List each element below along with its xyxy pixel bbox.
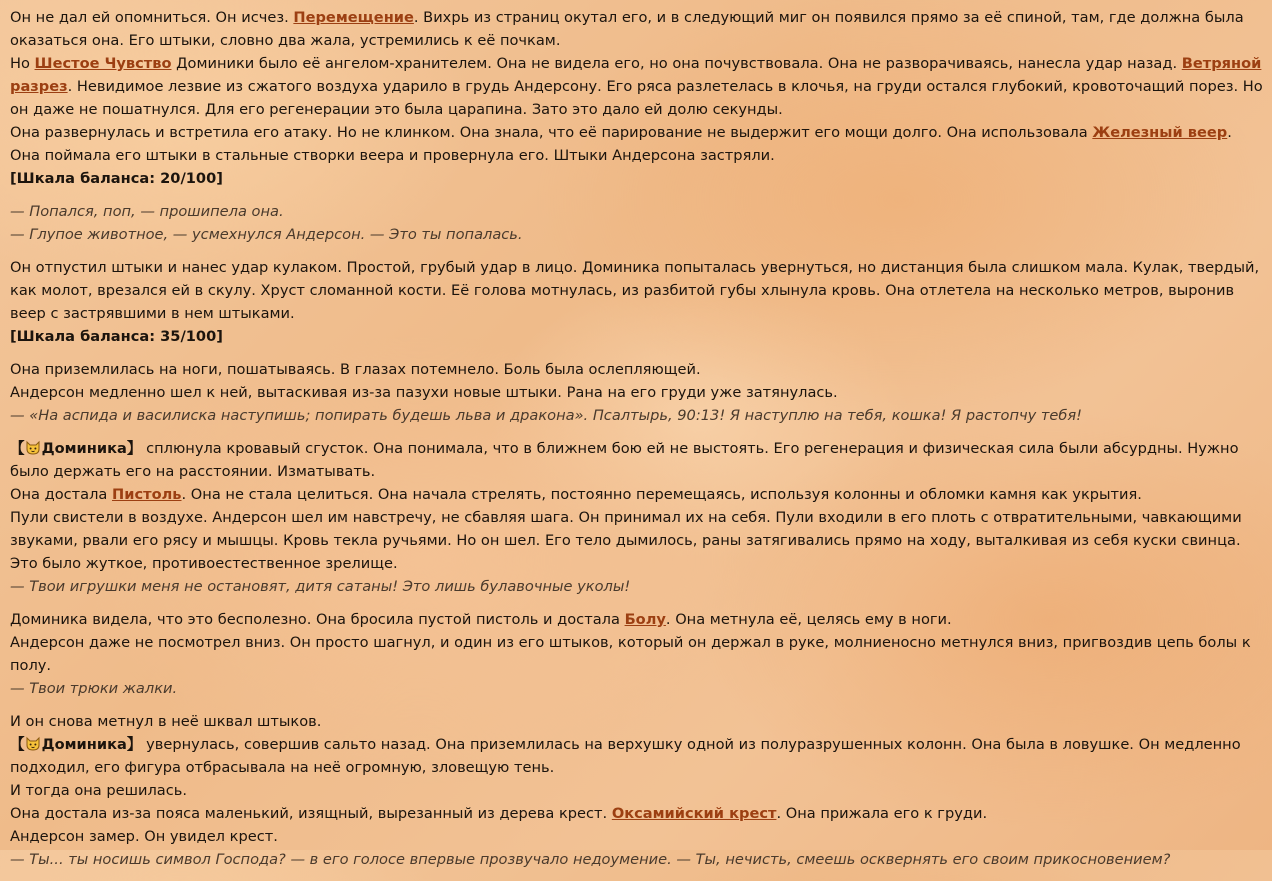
text-line: Андерсон замер. Он увидел крест.: [10, 828, 278, 845]
skill-link-wind-cut[interactable]: Ветряной разрез: [10, 55, 1262, 95]
skill-link-iron-fan[interactable]: Железный веер: [1092, 124, 1228, 141]
text-line: [10, 733, 1265, 779]
text: . Она прижала его к груди.: [776, 805, 988, 822]
text-line: Пули свистели в воздухе. Андерсон шел им навстречу, не сбавляя шага. Он принимал их на себя. Пули входили в его плоть с отвратительными, чавкающими звуками, рвали его рясу и мышцы. Кровь текла ручьями. Но он шел. Его тело дымилось, раны затягивались прямо на ходу, выталкивая из себя куски свинца. Это было жуткое, противоестественное зрелище.: [10, 509, 1242, 572]
cat-face-icon: [25, 735, 41, 751]
dialogue-line: — «На аспида и василиска наступишь; попирать будешь льва и дракона». Псалтырь, 90:13! Я наступлю на тебя, кошка! Я растопчу тебя!: [10, 407, 1083, 424]
paragraph-5: [10, 437, 1265, 598]
item-link-bola[interactable]: Болу: [624, 611, 666, 628]
skill-link-teleport[interactable]: Перемещение: [293, 9, 414, 26]
text-line: [10, 608, 1265, 631]
bracket: 】: [126, 736, 142, 753]
bracket: 】: [126, 440, 142, 457]
text: сплюнула кровавый сгусток. Она понимала, что в ближнем бою ей не выстоять. Его регенерация и физическая сила были абсурдны. Нужно было держать его на расстоянии. Изматывать.: [10, 440, 1239, 480]
text: Она достала из-за пояса маленький, изящный, вырезанный из дерева крест.: [10, 805, 612, 822]
text: . Она поймала его штыки в стальные створки веера и провернула его. Штыки Андерсона застряли.: [10, 124, 1232, 164]
text: . Она метнула её, целясь ему в ноги.: [665, 611, 952, 628]
paragraph-7: [10, 710, 1265, 871]
character-name: Доминика: [41, 440, 127, 457]
paragraph-6: [10, 608, 1265, 700]
balance-scale: [Шкала баланса: 20/100]: [10, 170, 223, 187]
text-line: Он отпустил штыки и нанес удар кулаком. Простой, грубый удар в лицо. Доминика попыталась увернуться, но дистанция была слишком мала. Кулак, твердый, как молот, врезался ей в скулу. Хруст сломанной кости. Её голова мотнулась, из разбитой губы хлынула кровь. Она отлетела на несколько метров, выронив веер с застрявшими в нем штыками.: [10, 259, 1260, 322]
paragraph-2: [10, 200, 1265, 246]
item-link-oxamian-cross[interactable]: Оксамийский крест: [611, 805, 777, 822]
text-line: [10, 483, 1265, 506]
paragraph-4: [10, 358, 1265, 427]
text: . Она не стала целиться. Она начала стрелять, постоянно перемещаясь, используя колонны и обломки камня как укрытия.: [181, 486, 1142, 503]
text-line: И он снова метнул в неё шквал штыков.: [10, 713, 322, 730]
text: Доминики было её ангелом-хранителем. Она не видела его, но она почувствовала. Она не разворачиваясь, нанесла удар назад.: [171, 55, 1182, 72]
text-line: [10, 437, 1265, 483]
dialogue-line: — Глупое животное, — усмехнулся Андерсон. — Это ты попалась.: [10, 226, 523, 243]
text: Он не дал ей опомниться. Он исчез.: [10, 9, 294, 26]
text-line: [10, 52, 1265, 121]
story-text: [10, 6, 1265, 881]
cat-face-icon: [25, 439, 41, 455]
dialogue-line: — Попался, поп, — прошипела она.: [10, 203, 284, 220]
text-line: Андерсон даже не посмотрел вниз. Он просто шагнул, и один из его штыков, который он держал в руке, молниеносно метнулся вниз, пригвоздив цепь болы к полу.: [10, 634, 1251, 674]
text-line: Андерсон медленно шел к ней, вытаскивая из-за пазухи новые штыки. Рана на его груди уже затянулась.: [10, 384, 838, 401]
text-line: [10, 121, 1265, 167]
bracket: 【: [10, 736, 25, 753]
text: Она развернулась и встретила его атаку. Но не клинком. Она знала, что её парирование не выдержит его мощи долго. Она использовала: [10, 124, 1093, 141]
text-line: [10, 6, 1265, 52]
dialogue-line: — Ты... ты носишь символ Господа? — в его голосе впервые прозвучало недоумение. — Ты, нечисть, смеешь осквернять его своим прикосновением?: [10, 851, 1171, 868]
text: Она достала: [10, 486, 113, 503]
paragraph-1: [10, 6, 1265, 190]
bracket: 【: [10, 440, 25, 457]
text-line: Она приземлилась на ноги, пошатываясь. В глазах потемнело. Боль была ослепляющей.: [10, 361, 701, 378]
paragraph-3: [10, 256, 1265, 348]
text-line: И тогда она решилась.: [10, 782, 187, 799]
text-line: [10, 802, 1265, 825]
text: увернулась, совершив сальто назад. Она приземлилась на верхушку одной из полуразрушенных колонн. Она была в ловушке. Он медленно подходил, его фигура отбрасывала на неё огромную, зловещую тень.: [10, 736, 1241, 776]
dialogue-line: — Твои трюки жалки.: [10, 680, 178, 697]
text: Доминика видела, что это бесполезно. Она бросила пустой пистоль и достала: [10, 611, 625, 628]
text: . Вихрь из страниц окутал его, и в следующий миг он появился прямо за её спиной, там, где должна была оказаться она. Его штыки, словно два жала, устремились к её почкам.: [10, 9, 1244, 49]
text: Но: [10, 55, 35, 72]
item-link-pistol[interactable]: Пистоль: [112, 486, 182, 503]
text: . Невидимое лезвие из сжатого воздуха ударило в грудь Андерсону. Его ряса разлетелась в клочья, на груди остался глубокий, кровоточащий порез. Но он даже не пошатнулся. Для его регенерации это была царапина. Зато это дало ей долю секунды.: [10, 78, 1263, 118]
skill-link-sixth-sense[interactable]: Шестое Чувство: [34, 55, 172, 72]
character-name: Доминика: [41, 736, 127, 753]
balance-scale: [Шкала баланса: 35/100]: [10, 328, 223, 345]
dialogue-line: — Твои игрушки меня не остановят, дитя сатаны! Это лишь булавочные уколы!: [10, 578, 631, 595]
